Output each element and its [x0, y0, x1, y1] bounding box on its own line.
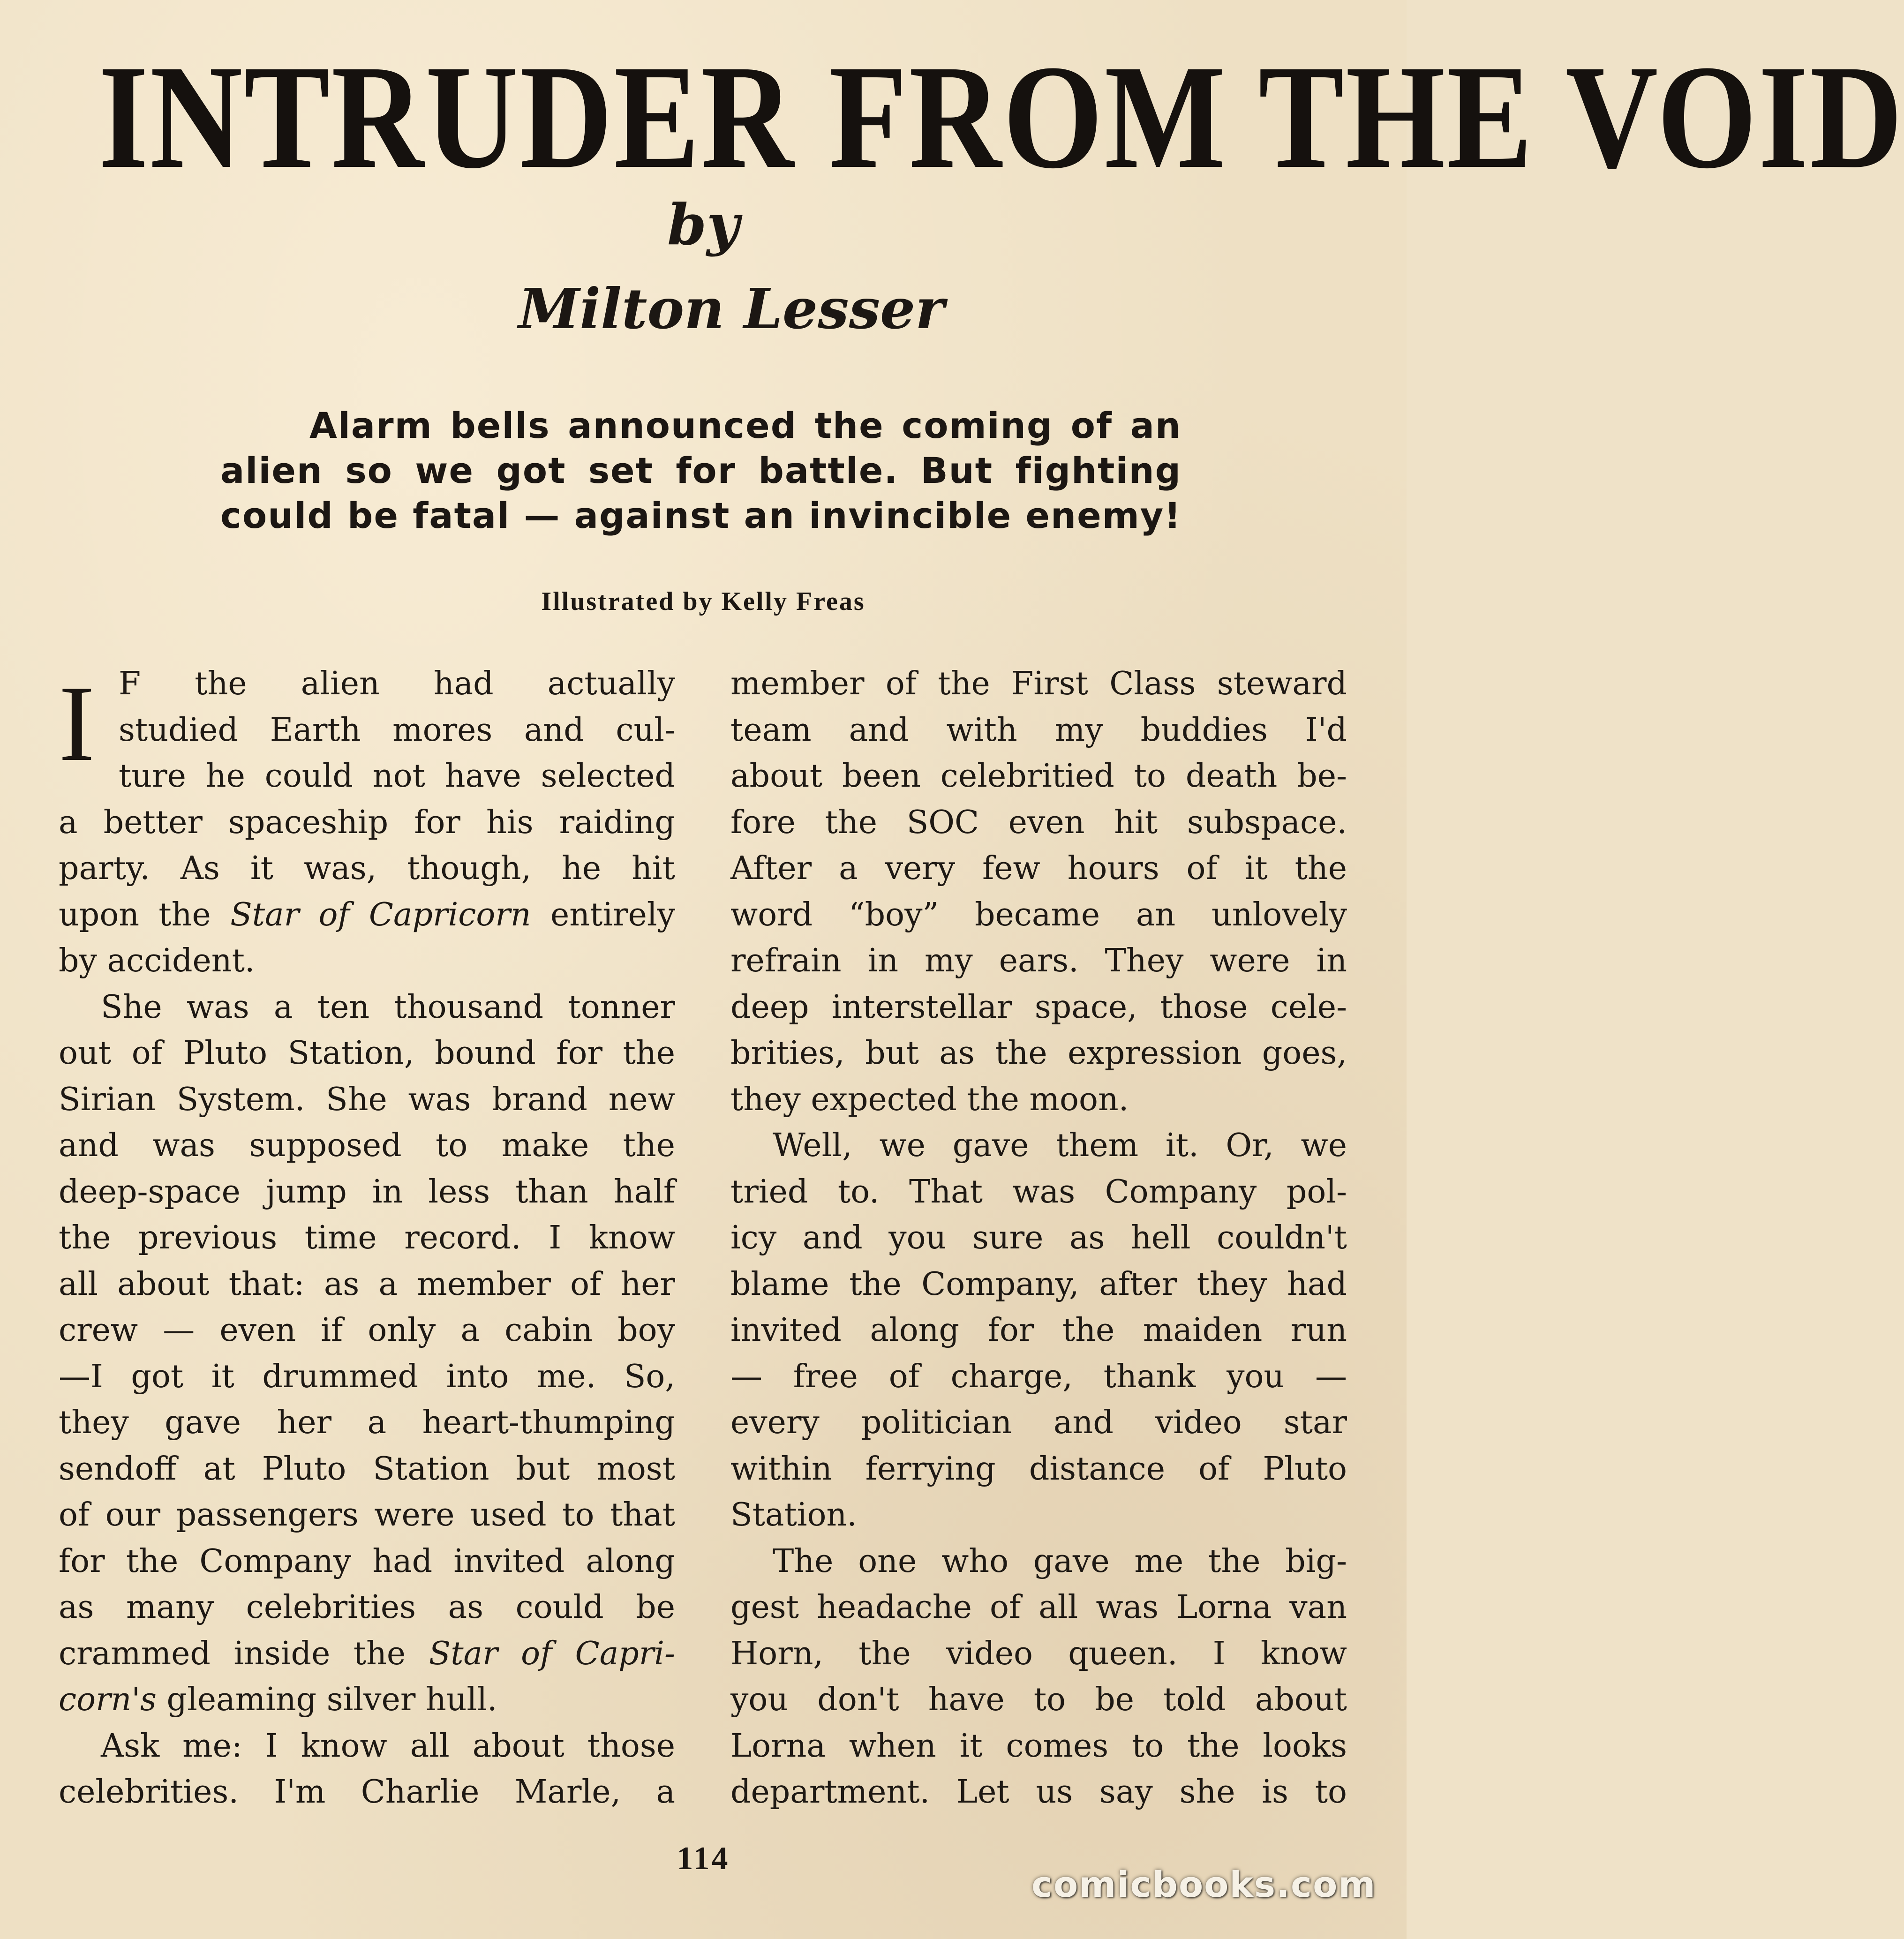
text-line: the previous time record. I know: [59, 1219, 675, 1256]
text-line: of our passengers were used to that: [59, 1496, 675, 1533]
blurb-line: alien so we got set for battle. But fighting: [220, 450, 1182, 491]
author-name: Milton Lesser: [518, 276, 945, 341]
text-line: celebrities. I'm Charlie Marle, a: [59, 1774, 675, 1811]
text-line: The one who gave me the big-: [773, 1542, 1347, 1580]
story-title: INTRUDER FROM THE VOID: [98, 34, 1904, 199]
text-line: gest headache of all was Lorna van: [730, 1589, 1347, 1626]
text-line: member of the First Class steward: [730, 665, 1347, 702]
text-line: invited along for the maiden run: [730, 1312, 1347, 1349]
text-line: they gave her a heart-thumping: [59, 1404, 675, 1441]
text-line: every politician and video star: [730, 1404, 1347, 1441]
ship-name-italic: corn's: [59, 1681, 157, 1718]
text-line: Ask me: I know all about those: [101, 1727, 675, 1765]
text-line: sendoff at Pluto Station but most: [59, 1450, 675, 1488]
text-line: She was a ten thousand tonner: [101, 988, 675, 1026]
blurb-line: Alarm bells announced the coming of an: [309, 405, 1182, 446]
text-line: studied Earth mores and cul-: [119, 711, 675, 749]
text-line: party. As it was, though, he hit: [59, 850, 675, 887]
text-fragment: upon the: [59, 896, 231, 933]
site-watermark: comicbooks.com: [1031, 1864, 1377, 1905]
text-line: word “boy” became an unlovely: [730, 896, 1347, 933]
text-line: ture he could not have selected: [119, 758, 675, 795]
text-line: deep interstellar space, those cele-: [730, 988, 1347, 1026]
text-line: as many celebrities as could be: [59, 1589, 675, 1626]
story-blurb: [220, 403, 1182, 538]
text-line: Station.: [730, 1496, 857, 1533]
text-line: Sirian System. She was brand new: [59, 1081, 675, 1118]
ship-name-italic: Star of Capri-: [429, 1635, 676, 1672]
text-line: fore the SOC even hit subspace.: [730, 804, 1347, 841]
text-line: —I got it drummed into me. So,: [59, 1358, 675, 1395]
text-line: [59, 1677, 675, 1723]
text-line: crew — even if only a cabin boy: [59, 1312, 675, 1349]
text-line: After a very few hours of it the: [730, 850, 1347, 887]
byline-by: by: [667, 192, 739, 258]
text-line: about been celebritied to death be-: [730, 758, 1347, 795]
text-line: tried to. That was Company pol-: [730, 1173, 1347, 1210]
text-line: by accident.: [59, 942, 255, 979]
text-line: Horn, the video queen. I know: [730, 1635, 1347, 1672]
text-column-right: [730, 661, 1347, 1816]
blurb-line: could be fatal — against an invincible enemy!: [220, 495, 1182, 536]
text-line: [59, 1631, 675, 1677]
text-fragment: entirely: [531, 896, 675, 933]
text-line: all about that: as a member of her: [59, 1265, 675, 1303]
text-line: they expected the moon.: [730, 1081, 1129, 1118]
illustrator-credit: Illustrated by Kelly Freas: [541, 587, 865, 616]
text-line: brities, but as the expression goes,: [730, 1035, 1347, 1072]
text-line: you don't have to be told about: [730, 1681, 1347, 1718]
text-line: refrain in my ears. They were in: [730, 942, 1347, 979]
text-line: within ferrying distance of Pluto: [730, 1450, 1347, 1488]
text-line: and was supposed to make the: [59, 1127, 675, 1164]
text-line: department. Let us say she is to: [730, 1774, 1347, 1811]
ship-name-italic: Star of Capricorn: [230, 896, 531, 933]
text-line: — free of charge, thank you —: [730, 1358, 1347, 1395]
page-number: 114: [677, 1841, 730, 1877]
text-line: out of Pluto Station, bound for the: [59, 1035, 675, 1072]
text-line: for the Company had invited along: [59, 1542, 675, 1580]
text-line: a better spaceship for his raiding: [59, 804, 675, 841]
text-fragment: crammed inside the: [59, 1635, 429, 1672]
text-line: team and with my buddies I'd: [730, 711, 1347, 749]
text-line: F the alien had actually: [119, 665, 675, 702]
text-line: deep-space jump in less than half: [59, 1173, 675, 1210]
text-line: icy and you sure as hell couldn't: [730, 1219, 1347, 1256]
text-line: [59, 892, 675, 939]
text-column-left: [59, 661, 675, 1816]
text-line: Lorna when it comes to the looks: [730, 1727, 1347, 1765]
text-line: Well, we gave them it. Or, we: [773, 1127, 1347, 1164]
text-line: blame the Company, after they had: [730, 1265, 1347, 1303]
text-fragment: gleaming silver hull.: [156, 1681, 497, 1718]
drop-cap: I: [59, 663, 95, 784]
